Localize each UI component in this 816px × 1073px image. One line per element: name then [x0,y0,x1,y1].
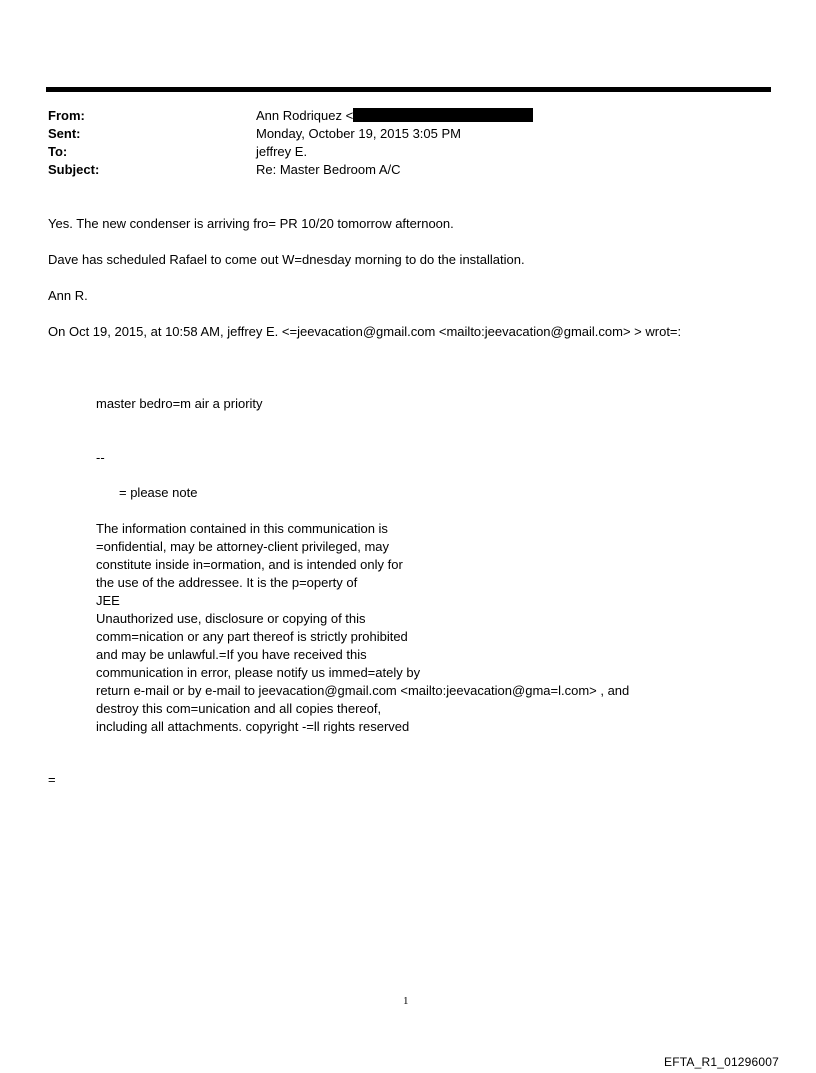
sent-value: Monday, October 19, 2015 3:05 PM [256,126,461,141]
from-value [256,107,533,125]
disclaimer-line: including all attachments. copyright -=ll rights reserved [96,719,410,734]
disclaimer-line: return e-mail or by e-mail to jeevacation@gmail.com <mailto:jeevacation@gma=l.com> , and [96,683,630,698]
disclaimer-line: the use of the addressee. It is the p=operty of [96,575,358,590]
disclaimer-line: constitute inside in=ormation, and is intended only for [96,557,403,572]
subject-value: Re: Master Bedroom A/C [256,162,401,177]
quoted-note: = please note [119,485,198,500]
disclaimer-line: =onfidential, may be attorney-client privileged, may [96,539,390,554]
disclaimer-line: destroy this com=unication and all copies thereof, [96,701,382,716]
trailing-char: = [48,772,56,787]
disclaimer-line: and may be unlawful.=If you have received this [96,647,367,662]
redaction-block [353,108,533,122]
from-name: Ann Rodriquez < [256,108,354,123]
document-id: EFTA_R1_01296007 [664,1055,780,1069]
disclaimer-line: communication in error, please notify us immed=ately by [96,665,421,680]
body-line-2: Dave has scheduled Rafael to come out W=dnesday morning to do the installation. [48,252,525,267]
quoted-message: master bedro=m air a priority [96,396,263,411]
to-label: To: [48,144,68,159]
disclaimer-line: comm=nication or any part thereof is strictly prohibited [96,629,408,644]
signature: Ann R. [48,288,88,303]
page-number: 1 [403,995,409,1007]
to-value: jeffrey E. [256,144,308,159]
disclaimer-line: Unauthorized use, disclosure or copying of this [96,611,366,626]
disclaimer-line: JEE [96,593,120,608]
disclaimer-line: The information contained in this communication is [96,521,388,536]
from-label: From: [48,108,85,123]
body-line-1: Yes. The new condenser is arriving fro= PR 10/20 tomorrow afternoon. [48,216,454,231]
subject-label: Subject: [48,162,100,177]
sent-label: Sent: [48,126,81,141]
quote-intro: On Oct 19, 2015, at 10:58 AM, jeffrey E. <=jeevacation@gmail.com <mailto:jeevacation@gmail.com> > wrot=: [48,324,682,339]
header-rule [46,87,771,92]
quoted-separator: -- [96,450,105,465]
